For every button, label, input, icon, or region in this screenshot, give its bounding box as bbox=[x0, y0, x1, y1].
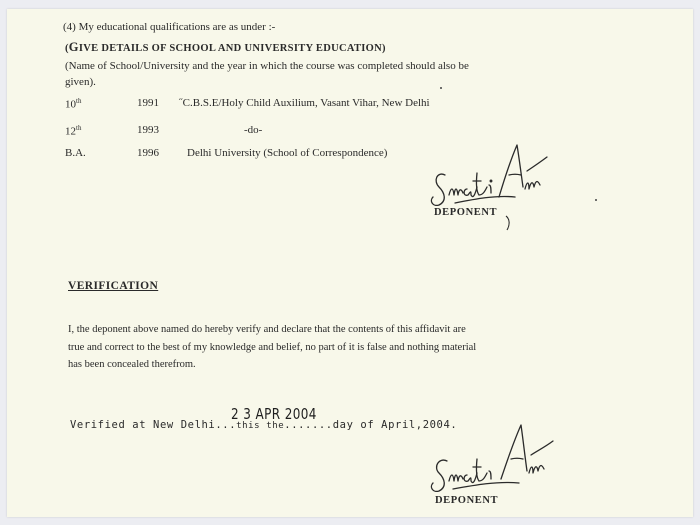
verified-dots: ....... bbox=[284, 419, 333, 431]
row-year: 1996 bbox=[137, 147, 159, 159]
give-details-rest: IVE DETAILS OF SCHOOL AND UNIVERSITY EDUCATION) bbox=[78, 43, 386, 54]
deponent-signature bbox=[425, 137, 555, 212]
row-year: 1993 bbox=[137, 124, 159, 136]
row-institution: ˝C.B.S.E/Holy Child Auxilium, Vasant Vihar, New Delhi bbox=[179, 97, 430, 109]
qualifications-intro: (4) My educational qualifications are as under :- bbox=[63, 21, 276, 33]
row-level: B.A. bbox=[65, 147, 86, 159]
verified-mid: this the bbox=[236, 421, 285, 431]
give-details-first-cap: G bbox=[68, 40, 79, 54]
note-line-1: (Name of School/University and the year in which the course was completed should also be bbox=[65, 60, 469, 72]
ink-speck bbox=[440, 87, 442, 89]
deponent-label: DEPONENT bbox=[435, 495, 499, 506]
verification-line-2: true and correct to the best of my knowledge and belief, no part of it is false and nothing material bbox=[68, 341, 477, 353]
row-level-sup: th bbox=[76, 97, 82, 105]
ink-speck bbox=[595, 199, 597, 201]
row-level-sup: th bbox=[76, 124, 82, 132]
verification-heading: VERIFICATION bbox=[68, 280, 159, 292]
verification-paragraph bbox=[68, 321, 668, 374]
verified-prefix: Verified at New Delhi... bbox=[70, 419, 237, 431]
deponent-label: DEPONENT bbox=[434, 207, 498, 218]
verification-line-3: has been concealed therefrom. bbox=[68, 359, 196, 370]
row-institution: Delhi University (School of Correspondence) bbox=[187, 147, 388, 159]
row-level-text: 12 bbox=[65, 125, 76, 138]
give-details-heading bbox=[65, 40, 386, 55]
row-level bbox=[65, 97, 81, 111]
verified-suffix: day of April,2004. bbox=[332, 419, 458, 431]
give-details-open-paren: ( bbox=[65, 43, 69, 54]
verification-line-1: I, the deponent above named do hereby verify and declare that the contents of this affidavit are bbox=[68, 324, 466, 335]
row-institution: -do- bbox=[244, 124, 263, 136]
row-level bbox=[65, 124, 81, 138]
deponent-mark bbox=[503, 215, 515, 231]
deponent-signature bbox=[425, 419, 565, 499]
date-stamp: 2 3 APR 2004 bbox=[231, 405, 317, 423]
row-level-text: 10 bbox=[65, 98, 76, 111]
affidavit-page bbox=[7, 9, 693, 517]
note-line-2: given). bbox=[65, 76, 96, 88]
row-year: 1991 bbox=[137, 97, 159, 109]
